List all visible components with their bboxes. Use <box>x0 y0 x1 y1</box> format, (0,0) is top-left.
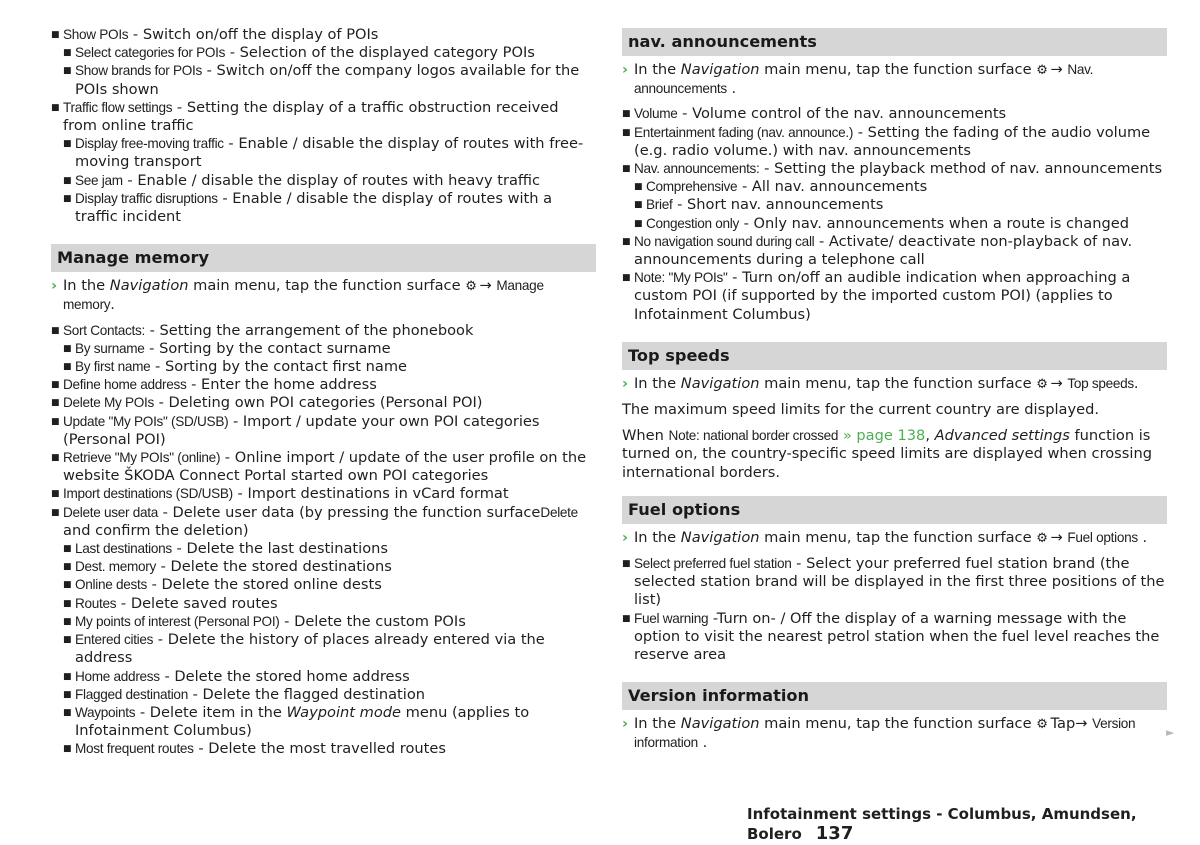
manage-memory-list <box>51 322 596 759</box>
top-speeds-paragraph-2: When Note: national border crossed » page 138, Advanced settings function is turned on, the country-specific speed limits are displayed when crossing international borders. <box>622 427 1152 481</box>
setting-term: Display traffic disruptions <box>75 190 218 206</box>
poi-traffic-list <box>51 26 596 226</box>
step-chevron-icon: › <box>622 715 629 733</box>
list-item: ■ Sort Contacts: - Setting the arrangement of the phonebook <box>51 322 596 340</box>
setting-term: No navigation sound during call <box>634 233 815 249</box>
section-heading-fuel-options: Fuel options <box>622 496 1167 524</box>
sub-list-item: ■ By surname - Sorting by the contact surname <box>63 340 596 358</box>
page-number: 137 <box>815 823 854 844</box>
setting-term: Entertainment fading (nav. announce.) <box>634 124 854 140</box>
settings-gear-icon: ⚙ <box>1036 530 1046 546</box>
sub-list-item: ■ Display traffic disruptions - Enable / disable the display of routes with a traffic incident <box>63 190 596 226</box>
setting-term: Display free-moving traffic <box>75 136 224 152</box>
setting-term: Most frequent routes <box>75 741 194 757</box>
sub-list-item: ■ Select categories for POIs - Selection of the displayed category POIs <box>63 44 596 62</box>
list-item: ■ Update "My POIs" (SD/USB) - Import / update your own POI categories (Personal POI) <box>51 413 596 449</box>
list-item: ■ Delete user data - Delete user data (by pressing the function surfaceDelete and confirm the deletion) <box>51 504 596 540</box>
sub-list-item: ■ Routes - Delete saved routes <box>63 595 596 613</box>
section-heading-top-speeds: Top speeds <box>622 342 1167 370</box>
footer-title: Infotainment settings - Columbus, Amundsen, Bolero <box>747 805 1137 843</box>
setting-term: My points of interest (Personal POI) <box>75 613 280 629</box>
step-chevron-icon: › <box>622 61 629 78</box>
nav-announcements-instruction: › In the Navigation main menu, tap the function surface ⚙ → Nav. announcements . <box>622 61 1094 98</box>
section-heading-manage-memory: Manage memory <box>51 244 596 272</box>
setting-term: Comprehensive <box>646 179 738 195</box>
list-item: ■ Retrieve "My POIs" (online) - Online import / update of the user profile on the website ŠKODA Connect Portal started own POI categories <box>51 449 596 485</box>
list-item: ■ Fuel warning -Turn on- / Off the display of a warning message with the option to visit the nearest petrol station when the fuel level reaches the reserve area <box>622 610 1167 665</box>
menu-path-term: Manage memory <box>63 278 544 313</box>
setting-term: Note: "My POIs" <box>634 270 728 286</box>
fuel-options-instruction: › In the Navigation main menu, tap the function surface ⚙ → Fuel options . <box>622 528 1148 546</box>
setting-term: Nav. announcements: <box>634 161 760 177</box>
setting-term: Entered cities <box>75 632 154 648</box>
settings-gear-icon: ⚙ <box>465 279 475 295</box>
list-item: ■ Traffic flow settings - Setting the display of a traffic obstruction received from online traffic <box>51 99 596 135</box>
list-item: ■ Volume - Volume control of the nav. announcements <box>622 105 1167 123</box>
section-heading-version-information: Version information <box>622 682 1167 710</box>
list-item: ■ Import destinations (SD/USB) - Import destinations in vCard format <box>51 485 596 503</box>
setting-term: Home address <box>75 668 160 684</box>
setting-term: Last destinations <box>75 541 172 557</box>
setting-term: Routes <box>75 595 117 611</box>
sub-list-item: ■ By first name - Sorting by the contact first name <box>63 358 596 376</box>
list-item: ■ Show POIs - Switch on/off the display of POIs <box>51 26 596 44</box>
step-chevron-icon: › <box>51 277 58 295</box>
setting-term: Update "My POIs" (SD/USB) <box>63 413 229 429</box>
fuel-options-list <box>622 555 1167 664</box>
step-chevron-icon: › <box>622 528 629 546</box>
sub-list-item: ■ Entered cities - Delete the history of places already entered via the address <box>63 631 596 667</box>
setting-term: Select preferred fuel station <box>634 556 792 572</box>
setting-term: Flagged destination <box>75 686 188 702</box>
setting-term: Delete <box>540 504 578 520</box>
list-item: ■ No navigation sound during call - Activate/ deactivate non-playback of nav. announcements during a telephone call <box>622 233 1167 269</box>
sub-list-item: ■ Last destinations - Delete the last destinations <box>63 540 596 558</box>
setting-term: Congestion only <box>646 215 739 231</box>
sub-list-item: ■ Online dests - Delete the stored online dests <box>63 576 596 594</box>
list-item: ■ Nav. announcements: - Setting the playback method of nav. announcements <box>622 160 1167 178</box>
settings-gear-icon: ⚙ <box>1036 63 1046 78</box>
version-information-instruction: › In the Navigation main menu, tap the function surface ⚙ Tap→ Version information . <box>622 715 1136 752</box>
setting-term: Retrieve "My POIs" (online) <box>63 450 221 466</box>
section-heading-nav-announcements: nav. announcements <box>622 28 1167 56</box>
setting-term: Delete user data <box>63 504 158 520</box>
sub-list-item: ■ See jam - Enable / disable the display of routes with heavy traffic <box>63 172 596 190</box>
setting-term: Define home address <box>63 377 187 393</box>
list-item: ■ Select preferred fuel station - Select your preferred fuel station brand (the selected station brand will be displayed in the first three positions of the list) <box>622 555 1167 610</box>
sub-list-item: ■ Flagged destination - Delete the flagged destination <box>63 686 596 704</box>
settings-gear-icon: ⚙ <box>1036 717 1046 733</box>
sub-list-item: ■ Congestion only - Only nav. announcements when a route is changed <box>634 215 1167 233</box>
setting-term: Sort Contacts: <box>63 322 145 338</box>
nav-announcements-list <box>622 105 1167 323</box>
setting-term: Fuel warning <box>634 610 709 626</box>
sub-list-item: ■ Show brands for POIs - Switch on/off the company logos available for the POIs shown <box>63 62 596 98</box>
menu-path-term: Top speeds <box>1067 375 1134 391</box>
step-chevron-icon: › <box>622 374 629 392</box>
sub-list-item: ■ Comprehensive - All nav. announcements <box>634 178 1167 196</box>
sub-list-item: ■ Dest. memory - Delete the stored destinations <box>63 558 596 576</box>
right-column <box>622 28 1167 760</box>
list-item: ■ Entertainment fading (nav. announce.) - Setting the fading of the audio volume (e.g. radio volume.) with nav. announcements <box>622 124 1167 160</box>
menu-path-term: Version information <box>634 716 1136 751</box>
settings-gear-icon: ⚙ <box>1036 376 1046 392</box>
manage-memory-instruction: › In the Navigation main menu, tap the function surface ⚙ → Manage memory. <box>51 277 544 314</box>
page-footer <box>747 805 1200 844</box>
sub-list-item: ■ My points of interest (Personal POI) - Delete the custom POIs <box>63 613 596 631</box>
menu-path-term: Fuel options <box>1067 529 1138 545</box>
sub-list-item: ■ Brief - Short nav. announcements <box>634 196 1167 214</box>
page-reference-link[interactable]: » page 138 <box>838 427 926 445</box>
setting-term: Dest. memory <box>75 559 156 575</box>
list-item: ■ Delete My POIs - Deleting own POI categories (Personal POI) <box>51 394 596 412</box>
list-item: ■ Note: "My POIs" - Turn on/off an audible indication when approaching a custom POI (if supported by the imported custom POI) (applies to Infotainment Columbus) <box>622 269 1167 324</box>
top-speeds-paragraph-1: The maximum speed limits for the current country are displayed. <box>622 401 1099 419</box>
setting-term: Delete My POIs <box>63 395 154 411</box>
list-item: ■ Define home address - Enter the home address <box>51 376 596 394</box>
left-column <box>51 26 596 759</box>
setting-term: Show brands for POIs <box>75 63 202 79</box>
setting-term: Traffic flow settings <box>63 99 173 115</box>
continue-arrow-icon: ► <box>1166 726 1175 739</box>
setting-term: Brief <box>646 197 673 213</box>
sub-list-item: ■ Most frequent routes - Delete the most travelled routes <box>63 740 596 758</box>
sub-list-item: ■ Display free-moving traffic - Enable / disable the display of routes with free-moving transport <box>63 135 596 171</box>
setting-term: Volume <box>634 106 678 122</box>
sub-list-item: ■ Waypoints - Delete item in the Waypoint mode menu (applies to Infotainment Columbus) <box>63 704 596 740</box>
setting-term: See jam <box>75 172 123 188</box>
setting-term: By surname <box>75 340 145 356</box>
sub-list-item: ■ Home address - Delete the stored home address <box>63 668 596 686</box>
setting-term: Import destinations (SD/USB) <box>63 486 233 502</box>
setting-term: Online dests <box>75 577 147 593</box>
setting-term: Show POIs <box>63 27 129 42</box>
setting-term: Select categories for POIs <box>75 45 226 61</box>
top-speeds-instruction: › In the Navigation main menu, tap the function surface ⚙ → Top speeds. <box>622 374 1139 392</box>
setting-term: Waypoints <box>75 704 136 720</box>
menu-path-term: Nav. announcements <box>634 62 1094 97</box>
setting-term: By first name <box>75 359 151 375</box>
